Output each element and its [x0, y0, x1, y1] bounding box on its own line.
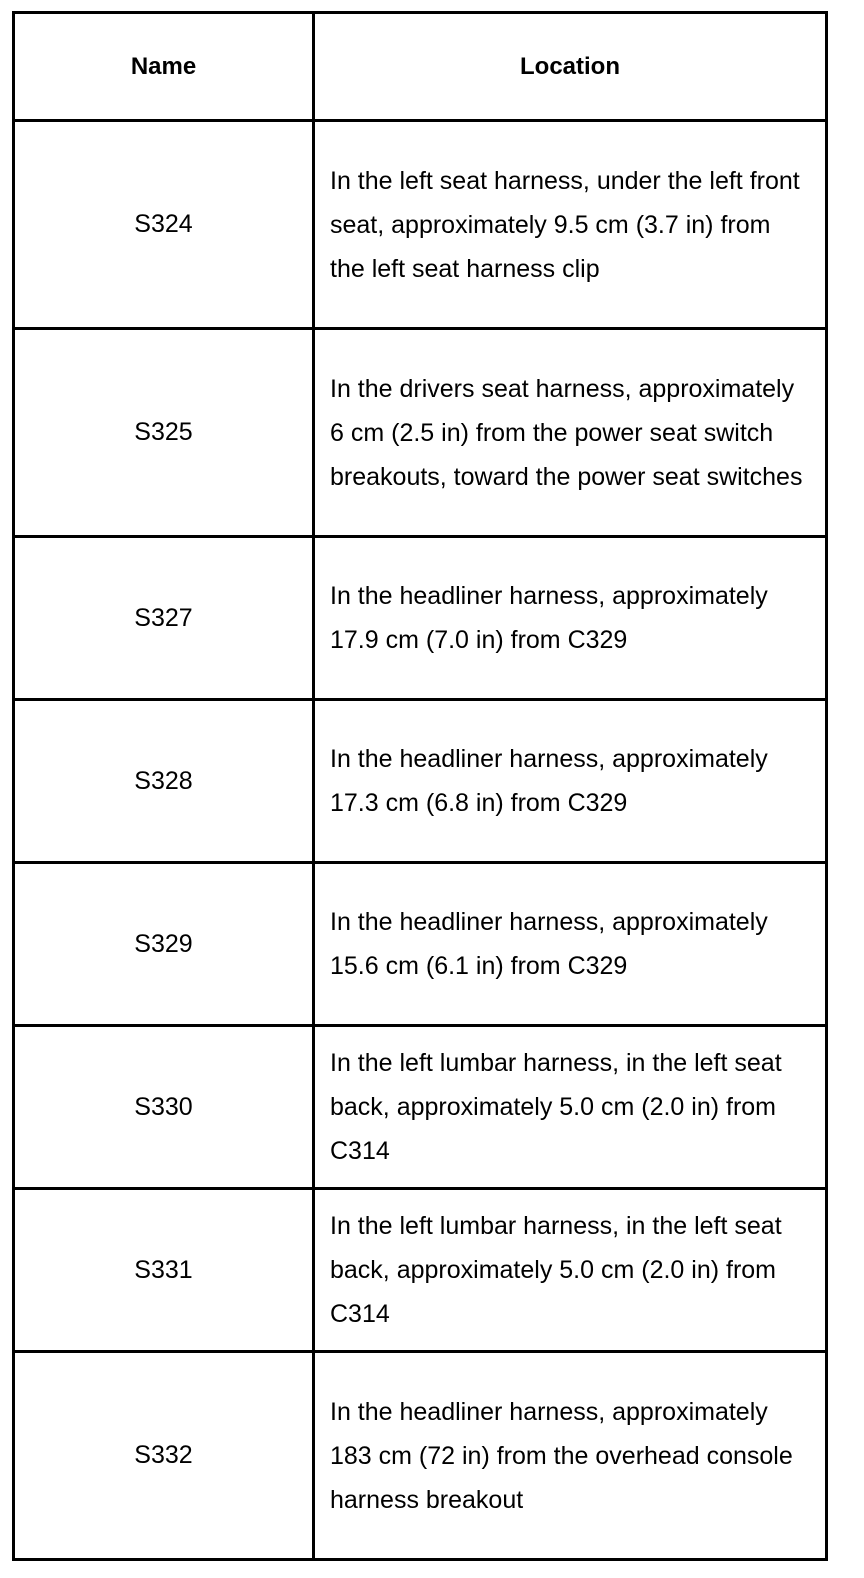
splice-name: S332	[14, 1352, 314, 1560]
splice-location: In the left lumbar harness, in the left seat back, approximately 5.0 cm (2.0 in) from C314	[314, 1189, 827, 1352]
splice-location: In the headliner harness, approximately 17.3 cm (6.8 in) from C329	[314, 700, 827, 863]
splice-name: S327	[14, 537, 314, 700]
table-row	[14, 329, 827, 537]
splice-name: S329	[14, 863, 314, 1026]
splice-name: S324	[14, 121, 314, 329]
table-row	[14, 121, 827, 329]
header-row	[14, 13, 827, 121]
column-header-name: Name	[14, 13, 314, 121]
splice-location: In the left lumbar harness, in the left seat back, approximately 5.0 cm (2.0 in) from C314	[314, 1026, 827, 1189]
splice-name: S328	[14, 700, 314, 863]
splice-location: In the headliner harness, approximately 15.6 cm (6.1 in) from C329	[314, 863, 827, 1026]
splice-location: In the left seat harness, under the left front seat, approximately 9.5 cm (3.7 in) from the left seat harness clip	[314, 121, 827, 329]
table-row	[14, 1189, 827, 1352]
table-row	[14, 1352, 827, 1560]
table-row	[14, 537, 827, 700]
splice-location: In the headliner harness, approximately 183 cm (72 in) from the overhead console harness breakout	[314, 1352, 827, 1560]
table-row	[14, 700, 827, 863]
table-row	[14, 863, 827, 1026]
splice-name: S325	[14, 329, 314, 537]
splice-location: In the headliner harness, approximately 17.9 cm (7.0 in) from C329	[314, 537, 827, 700]
splice-name: S330	[14, 1026, 314, 1189]
column-header-location: Location	[314, 13, 827, 121]
table-row	[14, 1026, 827, 1189]
splice-location: In the drivers seat harness, approximately 6 cm (2.5 in) from the power seat switch breakouts, toward the power seat switches	[314, 329, 827, 537]
splice-name: S331	[14, 1189, 314, 1352]
splice-location-table	[12, 11, 828, 1561]
